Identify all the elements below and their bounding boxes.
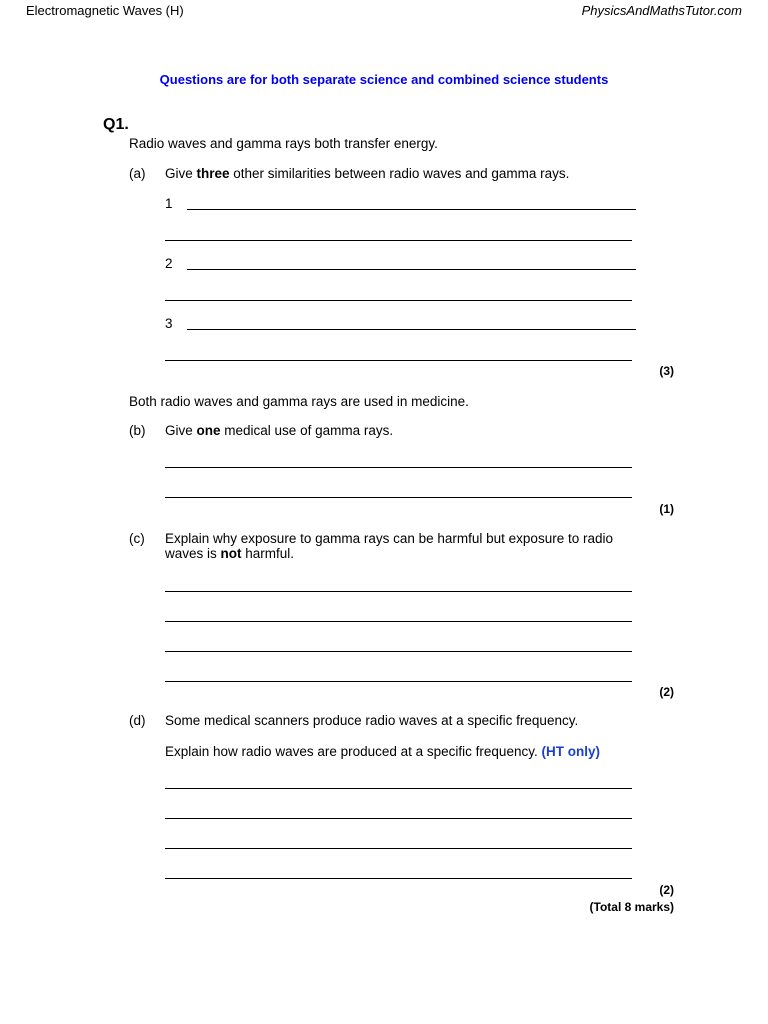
answer-line-a2-cont[interactable] [165, 300, 632, 301]
answer-line-c4[interactable] [165, 681, 632, 682]
answer-line-d4[interactable] [165, 878, 632, 879]
answer-line-c2[interactable] [165, 621, 632, 622]
answer-item-number-2: 2 [165, 256, 173, 271]
answer-line-a1[interactable] [187, 209, 636, 210]
part-c-prompt-line1: Explain why exposure to gamma rays can be harmful but exposure to radio [165, 531, 613, 546]
answer-item-number-3: 3 [165, 316, 173, 331]
part-d-marks: (2) [659, 883, 674, 897]
answer-line-c3[interactable] [165, 651, 632, 652]
part-a-label: (a) [129, 166, 146, 181]
answer-line-d1[interactable] [165, 788, 632, 789]
part-b-marks: (1) [659, 502, 674, 516]
part-b-prompt [165, 423, 393, 439]
answer-line-a2[interactable] [187, 269, 636, 270]
part-b-prompt-bold: one [196, 423, 221, 438]
answer-line-c1[interactable] [165, 591, 632, 592]
question-intro: Radio waves and gamma rays both transfer energy. [129, 136, 438, 151]
site-name: PhysicsAndMathsTutor.com [581, 3, 742, 18]
part-a-prompt [165, 166, 569, 182]
answer-line-d3[interactable] [165, 848, 632, 849]
part-d-label: (d) [129, 713, 146, 728]
total-marks: (Total 8 marks) [589, 900, 674, 914]
audience-banner: Questions are for both separate science and combined science students [159, 72, 609, 87]
question-number: Q1. [103, 116, 129, 133]
answer-line-a3-cont[interactable] [165, 360, 632, 361]
answer-line-d2[interactable] [165, 818, 632, 819]
ht-only-tag: (HT only) [541, 744, 600, 759]
part-c-prompt-bold: not [220, 546, 242, 561]
part-d-statement: Some medical scanners produce radio waves at a specific frequency. [165, 713, 579, 728]
part-a-prompt-post: other similarities between radio waves and gamma rays. [229, 166, 570, 181]
part-a-marks: (3) [659, 364, 674, 378]
answer-line-b1[interactable] [165, 467, 632, 468]
part-b-label: (b) [129, 423, 146, 438]
part-b-prompt-pre: Give [165, 423, 197, 438]
document-title: Electromagnetic Waves (H) [26, 3, 184, 18]
part-c-label: (c) [129, 531, 145, 546]
answer-line-a3[interactable] [187, 329, 636, 330]
answer-line-a1-cont[interactable] [165, 240, 632, 241]
part-a-prompt-bold: three [196, 166, 230, 181]
part-d-prompt [165, 744, 600, 760]
answer-item-number-1: 1 [165, 196, 173, 211]
part-c-prompt-post: harmful. [241, 546, 295, 561]
medicine-statement: Both radio waves and gamma rays are used in medicine. [129, 394, 469, 409]
part-c-marks: (2) [659, 685, 674, 699]
part-c-prompt-pre: waves is [165, 546, 221, 561]
part-b-prompt-post: medical use of gamma rays. [220, 423, 394, 438]
part-d-prompt-text: Explain how radio waves are produced at a specific frequency. [165, 744, 542, 759]
part-c-prompt-line2 [165, 546, 294, 562]
answer-line-b2[interactable] [165, 497, 632, 498]
part-a-prompt-pre: Give [165, 166, 197, 181]
